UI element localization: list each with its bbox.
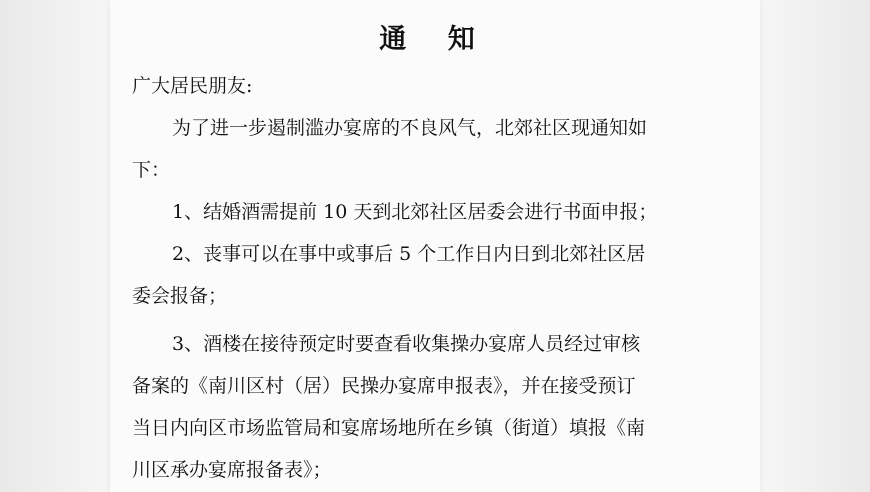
intro-line-2: 下： [132, 159, 171, 181]
item-2-line-1: 2、丧事可以在事中或事后 5 个工作日内日到北郊社区居 [172, 243, 646, 265]
item-1-line-1: 1、结婚酒需提前 10 天到北郊社区居委会进行书面申报； [172, 201, 658, 223]
item-3-line-1: 3、酒楼在接待预定时要查看收集操办宴席人员经过审核 [172, 333, 641, 355]
notice-page [110, 0, 760, 492]
item-3-line-3: 当日内向区市场监管局和宴席场地所在乡镇（街道）填报《南 [132, 417, 646, 439]
notice-title: 通 知 [379, 24, 491, 55]
intro-line-1: 为了进一步遏制滥办宴席的不良风气，北郊社区现通知如 [172, 117, 648, 139]
item-3-line-4: 川区承办宴席报备表》； [132, 459, 332, 481]
greeting-line: 广大居民朋友: [132, 75, 253, 97]
item-3-line-2: 备案的《南川区村（居）民操办宴席申报表》，并在接受预订 [132, 375, 636, 397]
item-2-line-2: 委会报备； [132, 285, 228, 307]
